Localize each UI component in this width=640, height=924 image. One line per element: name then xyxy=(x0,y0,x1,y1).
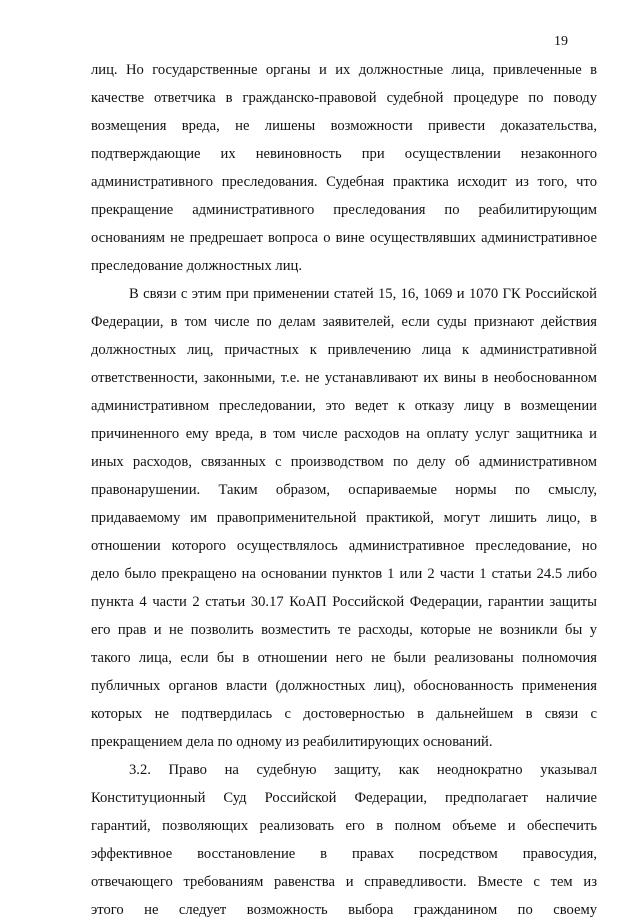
text-line: Конституционный Суд Российской Федерации, предполагает наличие xyxy=(91,790,597,806)
text-line: этого не следует возможность выбора гражданином по своему xyxy=(91,902,597,918)
text-line: Федерации, в том числе по делам заявителей, если суды признают действия xyxy=(91,314,597,330)
text-line: причиненного ему вреда, в том числе расходов на оплату услуг защитника и xyxy=(91,426,597,442)
text-line: качестве ответчика в гражданско-правовой судебной процедуре по поводу xyxy=(91,90,597,106)
text-line: подтверждающие их невиновность при осуществлении незаконного xyxy=(91,146,597,162)
text-line: 3.2. Право на судебную защиту, как неоднократно указывал xyxy=(129,762,597,778)
text-line: придаваемому им правоприменительной практикой, могут лишить лицо, в xyxy=(91,510,597,526)
text-line: дело было прекращено на основании пунктов 1 или 2 части 1 статьи 24.5 либо xyxy=(91,566,597,582)
text-line: отношении которого осуществлялось административное преследование, но xyxy=(91,538,597,554)
text-line: пункта 4 части 2 статьи 30.17 КоАП Российской Федерации, гарантии защиты xyxy=(91,594,597,610)
text-line: лиц. Но государственные органы и их должностные лица, привлеченные в xyxy=(91,62,597,78)
text-line: эффективное восстановление в правах посредством правосудия, xyxy=(91,846,597,862)
text-line: публичных органов власти (должностных лиц), обоснованность применения xyxy=(91,678,597,694)
text-line: прекращение административного преследования по реабилитирующим xyxy=(91,202,597,218)
text-line: правонарушении. Таким образом, оспариваемые нормы по смыслу, xyxy=(91,482,597,498)
page-number: 19 xyxy=(554,34,568,49)
paragraph xyxy=(91,756,597,924)
text-line: ответственности, законными, т.е. не устанавливают их вины в необоснованном xyxy=(91,370,597,386)
text-line: которых не подтвердилась с достоверностью в дальнейшем в связи с xyxy=(91,706,597,722)
text-line: В связи с этим при применении статей 15, 16, 1069 и 1070 ГК Российской xyxy=(129,286,597,302)
text-line: административном преследовании, это ведет к отказу лицу в возмещении xyxy=(91,398,597,414)
text-line: иных расходов, связанных с производством по делу об административном xyxy=(91,454,597,470)
paragraph xyxy=(91,56,597,280)
text-line: такого лица, если бы в отношении него не были реализованы полномочия xyxy=(91,650,597,666)
document-body xyxy=(91,56,597,924)
text-line: преследование должностных лиц. xyxy=(91,258,302,274)
text-line: прекращением дела по одному из реабилитирующих оснований. xyxy=(91,734,493,750)
paragraph xyxy=(91,280,597,756)
text-line: основаниям не предрешает вопроса о вине осуществлявших административное xyxy=(91,230,597,246)
text-line: административного преследования. Судебная практика исходит из того, что xyxy=(91,174,597,190)
text-line: гарантий, позволяющих реализовать его в полном объеме и обеспечить xyxy=(91,818,597,834)
text-line: отвечающего требованиям равенства и справедливости. Вместе с тем из xyxy=(91,874,597,890)
text-line: его прав и не позволить возместить те расходы, которые не возникли бы у xyxy=(91,622,597,638)
text-line: возмещения вреда, не лишены возможности привести доказательства, xyxy=(91,118,597,134)
text-line: должностных лиц, причастных к привлечению лица к административной xyxy=(91,342,597,358)
